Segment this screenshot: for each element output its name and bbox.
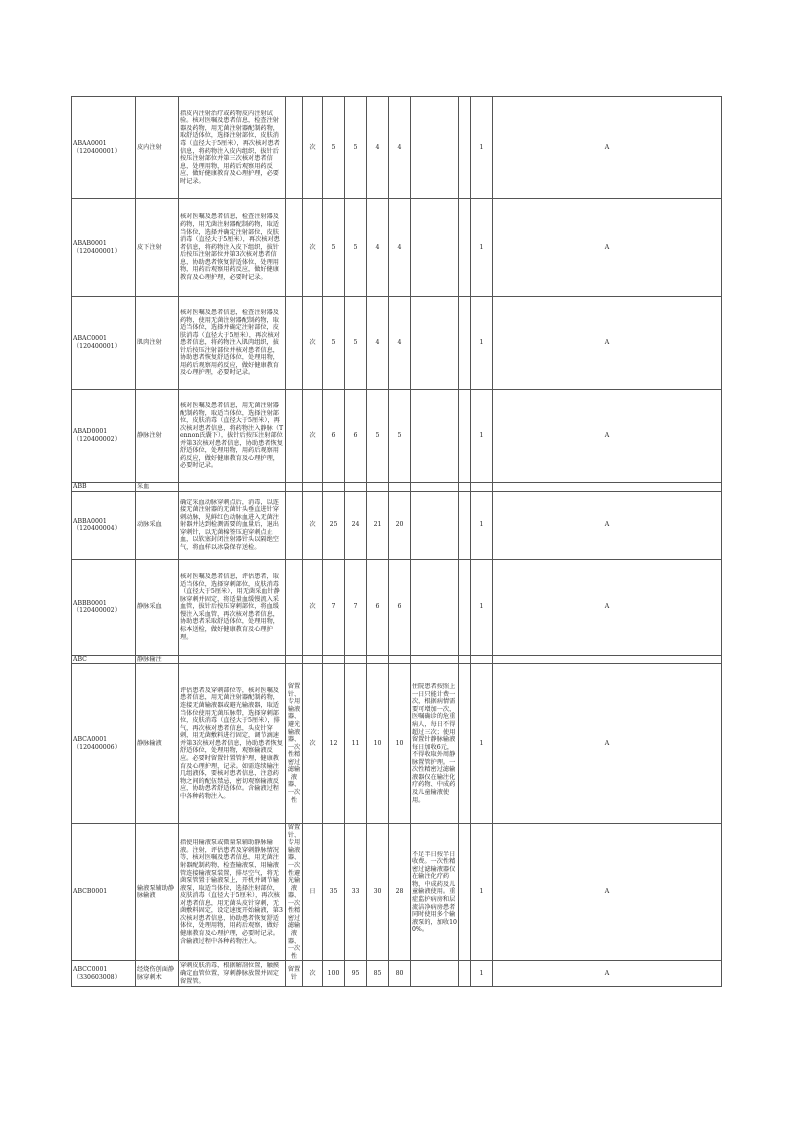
item-description: 指皮内注射治疗或药物皮内注射试验。核对医嘱及患者信息，检查注射器及药物，用无菌注射器配制药物，取舒适体位，选择注射部位，皮肤消毒（直径大于5厘米），再次核对患者信息，将药物注入皮内组织，拔针后按压注射部位并第三次核对患者信息，处理用物，用药后观察用药反应，做好健康教育及心理护理，必要时记录。 xyxy=(179,97,286,199)
empty-cell xyxy=(411,483,459,492)
empty-cell xyxy=(459,664,471,824)
price-level-2: 24 xyxy=(345,491,367,559)
price-level-1: 25 xyxy=(323,491,345,559)
price-level-1: 100 xyxy=(323,961,345,987)
pricing-unit: 次 xyxy=(303,559,323,655)
item-description: 指使用输液泵或微量泵辅助静脉输液。注射，评估患者及穿刺静脉情况等，核对医嘱及患者信息，用无菌注射器配制药物，检查输液泵，用输液管连接输液泵装置，排尽空气，将无菌泵管置于输液泵上，开机并调节输液泵，取适当体位，选择注射部位，皮肤消毒（直径大于5厘米），再次核对患者信息，用无菌头皮针穿刺，无菌敷料固定，设定速度开始输液，第3次核对患者信息，协助患者恢复舒适体位，处理用物，用药后观察，做好健康教育及心理护理，必要时记录。含输液过程中各种药物注入。 xyxy=(179,824,286,961)
empty-cell xyxy=(459,559,471,655)
excluded-materials: 留置针、专用输液器、一次性避光输液器、一次性精密过滤输液器、一次性 xyxy=(286,824,303,961)
empty-cell xyxy=(303,655,323,664)
price-level-1: 12 xyxy=(323,664,345,824)
table-row xyxy=(72,199,722,297)
pricing-unit: 次 xyxy=(303,297,323,390)
price-level-2: 5 xyxy=(345,297,367,390)
item-name: 动脉采血 xyxy=(136,491,179,559)
item-note xyxy=(411,961,459,987)
excluded-materials xyxy=(286,297,303,390)
item-class: A xyxy=(493,297,722,390)
price-level-2: 6 xyxy=(345,390,367,483)
empty-cell xyxy=(367,483,389,492)
item-class: A xyxy=(493,390,722,483)
item-description: 核对医嘱及患者信息，检查注射器及药物，用无菌注射器配制药物，取适当体位，选择并确定注射部位，皮肤消毒（直径大于5厘米），再次核对患者信息，将药物注入皮下组织，拔针后按压注射部位并第3次核对患者信息，协助患者恢复舒适体位，处理用物，用药后观察用药反应，做好健康教育及心理护理，必要时记录。 xyxy=(179,199,286,297)
item-flag: 1 xyxy=(471,961,493,987)
price-level-4: 4 xyxy=(389,297,411,390)
empty-cell xyxy=(493,483,722,492)
pricing-unit: 次 xyxy=(303,390,323,483)
empty-cell xyxy=(459,491,471,559)
price-level-1: 6 xyxy=(323,390,345,483)
section-code: ABC xyxy=(72,655,136,664)
pricing-unit: 次 xyxy=(303,961,323,987)
fee-schedule-table xyxy=(71,96,722,987)
item-description: 穿刺皮肤消毒，根据解剖位置，触摸确定血管位置，穿刺静脉放置并固定留置管。 xyxy=(179,961,286,987)
item-code: ABBB0001 （120400002） xyxy=(72,559,136,655)
empty-cell xyxy=(389,655,411,664)
item-name: 皮下注射 xyxy=(136,199,179,297)
item-name: 经烧伤创面静脉穿刺术 xyxy=(136,961,179,987)
item-note xyxy=(411,491,459,559)
excluded-materials: 留置针、专用输液器、避光输液器、一次性精密过滤输液器、一次性 xyxy=(286,664,303,824)
item-note xyxy=(411,297,459,390)
item-note xyxy=(411,559,459,655)
item-flag: 1 xyxy=(471,491,493,559)
empty-cell xyxy=(286,655,303,664)
empty-cell xyxy=(323,655,345,664)
section-row xyxy=(72,483,722,492)
excluded-materials xyxy=(286,390,303,483)
price-level-3: 4 xyxy=(367,297,389,390)
table-row xyxy=(72,297,722,390)
price-level-2: 33 xyxy=(345,824,367,961)
price-level-4: 5 xyxy=(389,390,411,483)
excluded-materials xyxy=(286,199,303,297)
item-class: A xyxy=(493,961,722,987)
price-level-2: 11 xyxy=(345,664,367,824)
price-level-4: 80 xyxy=(389,961,411,987)
price-level-4: 10 xyxy=(389,664,411,824)
empty-cell xyxy=(459,97,471,199)
empty-cell xyxy=(459,199,471,297)
item-description: 核对医嘱及患者信息，检查注射器及药物，使用无菌注射器配制药物，取适当体位，选择并确定注射部位，皮肤消毒（直径大于5厘米），再次核对患者信息，将药物注入肌肉组织，拔针后按压注射部位并核对患者信息，协助患者恢复舒适体位，处理用物，用药后观察用药反应，做好健康教育及心理护理，必要时记录。 xyxy=(179,297,286,390)
price-level-4: 20 xyxy=(389,491,411,559)
empty-cell xyxy=(459,483,471,492)
empty-cell xyxy=(345,655,367,664)
section-name: 采血 xyxy=(136,483,179,492)
item-note xyxy=(411,97,459,199)
item-class: A xyxy=(493,559,722,655)
empty-cell xyxy=(459,824,471,961)
empty-cell xyxy=(471,483,493,492)
price-level-3: 30 xyxy=(367,824,389,961)
empty-cell xyxy=(345,483,367,492)
item-flag: 1 xyxy=(471,559,493,655)
empty-cell xyxy=(286,483,303,492)
price-level-3: 10 xyxy=(367,664,389,824)
item-code: ABAA0001 （120400001） xyxy=(72,97,136,199)
item-code: ABCA0001 （120400006） xyxy=(72,664,136,824)
price-level-2: 7 xyxy=(345,559,367,655)
price-level-4: 4 xyxy=(389,97,411,199)
item-note: 住院患者按照上一日只能计费一次，根据病情需要可增加一次，医嘱确诊的危重病人，每日不得超过三次；使用留置针静脉输液每日加收6元，不得收取外周静脉置管护理。一次性精密过滤输液器仅在输注化疗药物、中成药及儿童输液使用。 xyxy=(411,664,459,824)
price-level-3: 85 xyxy=(367,961,389,987)
table-row xyxy=(72,390,722,483)
item-class: A xyxy=(493,664,722,824)
item-flag: 1 xyxy=(471,199,493,297)
item-class: A xyxy=(493,199,722,297)
item-description: 核对医嘱及患者信息，评估患者，取适当体位，选择穿刺部位，皮肤消毒（直径大于5厘米），用无菌采血针静脉穿刺并固定，将适量血缓慢流入采血管，拔针后按压穿刺部位，将血缓慢注入采血管，再次核对患者信息，协助患者采取舒适体位，处理用物，标本送检，做好健康教育及心理护理。 xyxy=(179,559,286,655)
table-row xyxy=(72,961,722,987)
empty-cell xyxy=(179,483,286,492)
item-class: A xyxy=(493,491,722,559)
table-row xyxy=(72,491,722,559)
price-level-3: 6 xyxy=(367,559,389,655)
empty-cell xyxy=(323,483,345,492)
price-level-3: 5 xyxy=(367,390,389,483)
section-code: ABB xyxy=(72,483,136,492)
pricing-unit: 次 xyxy=(303,199,323,297)
empty-cell xyxy=(411,655,459,664)
item-name: 肌肉注射 xyxy=(136,297,179,390)
item-code: ABAD0001 （120400002） xyxy=(72,390,136,483)
item-code: ABCB0001 xyxy=(72,824,136,961)
price-level-2: 95 xyxy=(345,961,367,987)
table-row xyxy=(72,97,722,199)
price-level-1: 5 xyxy=(323,297,345,390)
price-level-4: 28 xyxy=(389,824,411,961)
price-level-3: 21 xyxy=(367,491,389,559)
item-description: 核对医嘱及患者信息，用无菌注射器配制药物，取适当体位，选择注射部位，皮肤消毒（直径大于5厘米），再次核对患者信息，将药物注入静脉（Tennon氏囊下），拔针后按压注射部位并第3次核对患者信息，协助患者恢复舒适体位，处理用物，用药后观察用药反应，做好健康教育及心理护理，必要时记录。 xyxy=(179,390,286,483)
item-flag: 1 xyxy=(471,297,493,390)
item-description: 评估患者及穿刺部位等，核对医嘱及患者信息，用无菌注射器配制药物，连接无菌输液器或避光输液器，取适当体位使用无菌压脉带，选择穿刺部位，皮肤消毒（直径大于5厘米），排气，再次核对患者信息，头皮针穿刺，用无菌敷料进行固定，调节滴速并第3次核对患者信息，协助患者恢复舒适体位，处理用物，观察输液反应。必要时留置针置管护理，健康教育及心理护理，记录。如需连续输注几组液体，要核对患者信息，注意药物之间的配伍禁忌，密切观察输液反应，协助患者舒适体位。含输液过程中各种药物注入。 xyxy=(179,664,286,824)
price-level-2: 5 xyxy=(345,199,367,297)
item-class: A xyxy=(493,97,722,199)
empty-cell xyxy=(459,390,471,483)
excluded-materials xyxy=(286,491,303,559)
price-level-2: 5 xyxy=(345,97,367,199)
item-flag: 1 xyxy=(471,390,493,483)
item-code: ABAB0001 （120400001） xyxy=(72,199,136,297)
empty-cell xyxy=(459,655,471,664)
item-code: ABAC0001 （120400001） xyxy=(72,297,136,390)
item-code: ABCC0001 （330603008） xyxy=(72,961,136,987)
empty-cell xyxy=(179,655,286,664)
price-level-1: 7 xyxy=(323,559,345,655)
price-level-4: 6 xyxy=(389,559,411,655)
table-row xyxy=(72,559,722,655)
item-code: ABBA0001 （120400004） xyxy=(72,491,136,559)
excluded-materials: 留置针 xyxy=(286,961,303,987)
excluded-materials xyxy=(286,97,303,199)
pricing-unit: 次 xyxy=(303,664,323,824)
empty-cell xyxy=(471,655,493,664)
item-description: 确定采血动脉穿刺点后，消毒，以连接无菌注射器的无菌针头垂直进针穿刺动脉，见鲜红色动脉血进入无菌注射器并达到检测需要的血量后，退出穿刺针，以无菌棉签压迫穿刺点止血，以软塞封闭注射器针头以隔绝空气，将血样以冰袋保存送检。 xyxy=(179,491,286,559)
item-class: A xyxy=(493,824,722,961)
empty-cell xyxy=(459,961,471,987)
item-name: 输液泵辅助静脉输液 xyxy=(136,824,179,961)
empty-cell xyxy=(303,483,323,492)
table-row xyxy=(72,824,722,961)
excluded-materials xyxy=(286,559,303,655)
pricing-unit: 次 xyxy=(303,97,323,199)
section-row xyxy=(72,655,722,664)
item-note xyxy=(411,199,459,297)
pricing-unit: 日 xyxy=(303,824,323,961)
item-name: 静脉注射 xyxy=(136,390,179,483)
item-name: 静脉采血 xyxy=(136,559,179,655)
price-level-1: 5 xyxy=(323,199,345,297)
item-name: 静脉输液 xyxy=(136,664,179,824)
price-level-3: 4 xyxy=(367,97,389,199)
price-level-4: 4 xyxy=(389,199,411,297)
item-note: 不足半日按半日收费。一次性精密过滤输液器仅在输注化疗药物，中成药及儿童输液使用。重症监护病房和层流洁净病房患者同时使用多个输液泵的，加收100%。 xyxy=(411,824,459,961)
price-level-1: 5 xyxy=(323,97,345,199)
item-name: 皮内注射 xyxy=(136,97,179,199)
item-note xyxy=(411,390,459,483)
item-flag: 1 xyxy=(471,824,493,961)
section-name: 静脉输注 xyxy=(136,655,179,664)
empty-cell xyxy=(367,655,389,664)
pricing-unit: 次 xyxy=(303,491,323,559)
price-level-3: 4 xyxy=(367,199,389,297)
empty-cell xyxy=(389,483,411,492)
price-level-1: 35 xyxy=(323,824,345,961)
item-flag: 1 xyxy=(471,664,493,824)
table-row xyxy=(72,664,722,824)
empty-cell xyxy=(493,655,722,664)
empty-cell xyxy=(459,297,471,390)
item-flag: 1 xyxy=(471,97,493,199)
